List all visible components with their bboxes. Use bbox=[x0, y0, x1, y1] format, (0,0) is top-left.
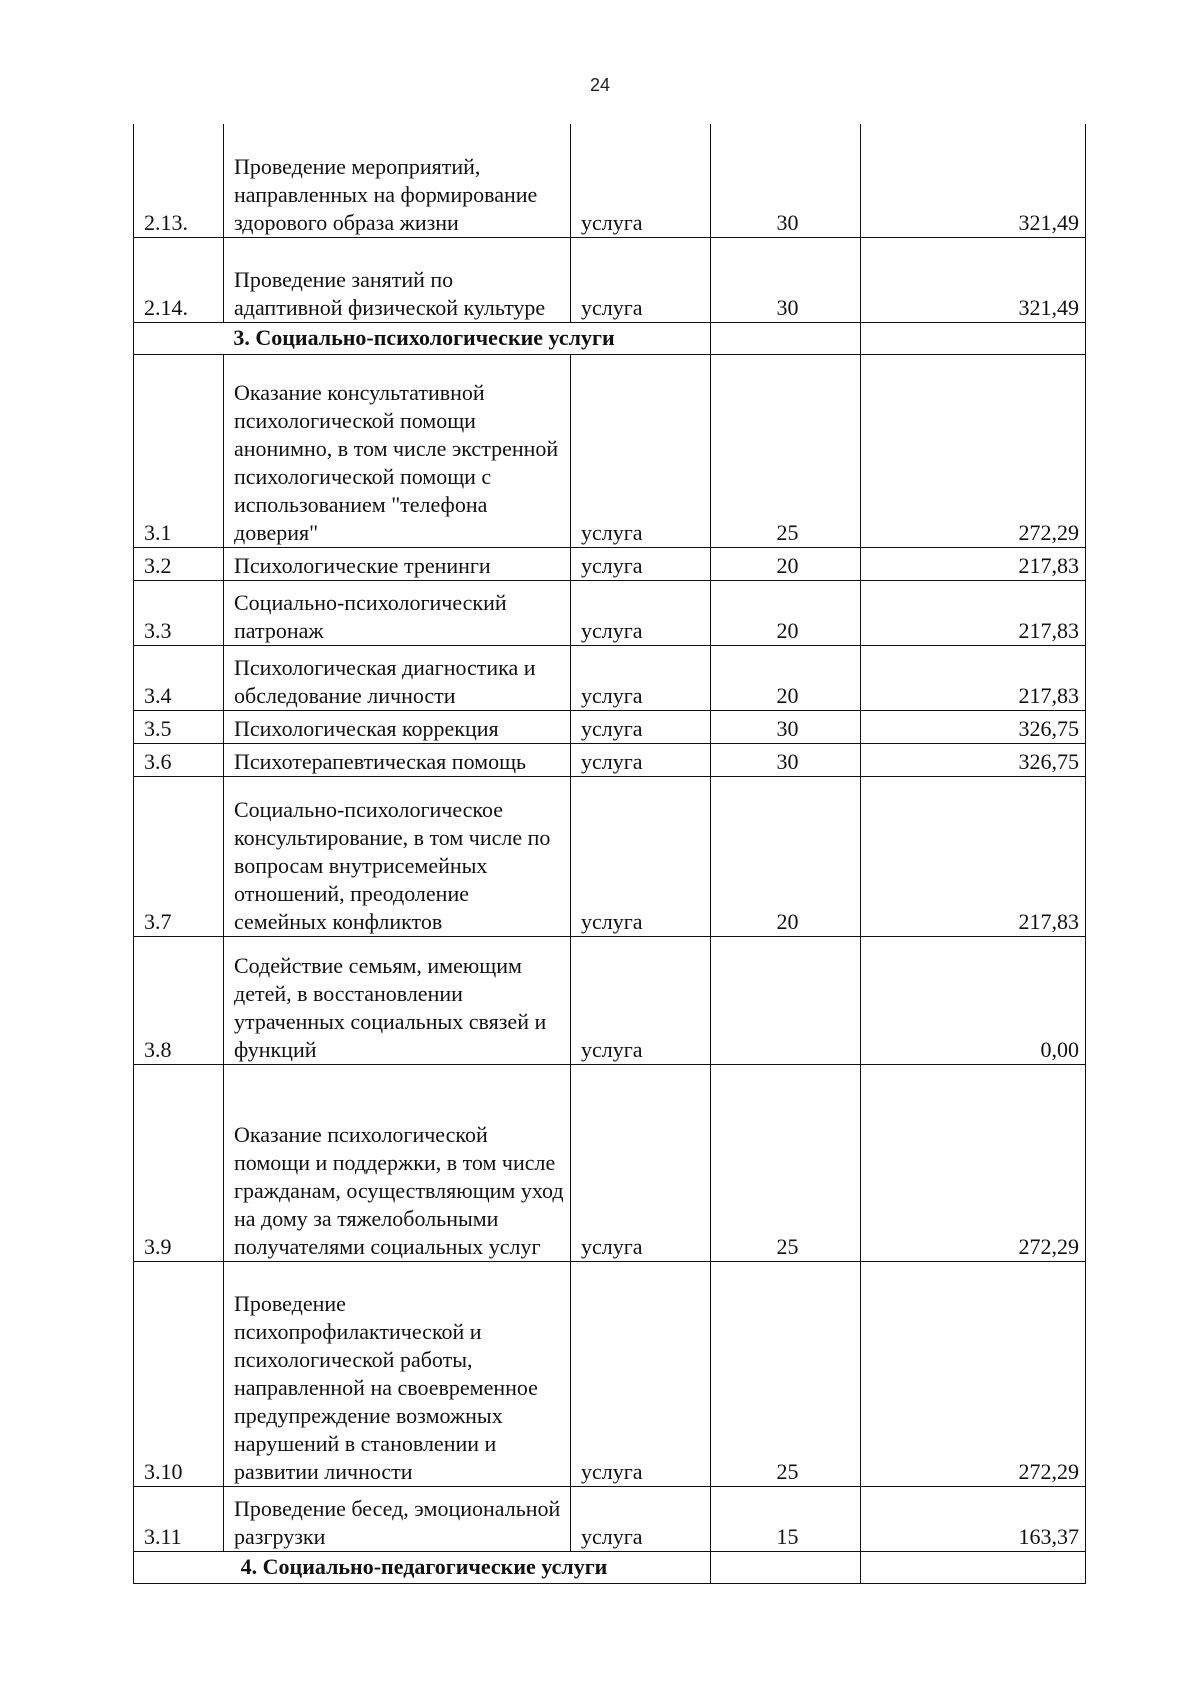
price: 217,83 bbox=[861, 645, 1086, 710]
service-name: Оказание консультативной психологической помощи анонимно, в том числе экстренной психологической помощи с использованием "телефона доверия" bbox=[224, 354, 571, 547]
row-number: 3.1 bbox=[134, 354, 224, 547]
service-name: Проведение психопрофилактической и психологической работы, направленной на своевременное предупреждение возможных нарушений в становлении и развитии личности bbox=[224, 1261, 571, 1486]
row-number: 3.2 bbox=[134, 547, 224, 580]
service-name: Психологические тренинги bbox=[224, 547, 571, 580]
section-row bbox=[134, 1551, 1086, 1583]
row-number: 3.9 bbox=[134, 1064, 224, 1261]
price: 326,75 bbox=[861, 710, 1086, 743]
table-row bbox=[134, 710, 1086, 743]
price: 326,75 bbox=[861, 743, 1086, 776]
unit-of-measure: услуга bbox=[571, 124, 711, 237]
price: 321,49 bbox=[861, 237, 1086, 322]
unit-of-measure: услуга bbox=[571, 1486, 711, 1551]
unit-of-measure: услуга bbox=[571, 776, 711, 936]
empty-cell bbox=[711, 322, 861, 354]
row-number: 3.7 bbox=[134, 776, 224, 936]
section-title: 4. Социально-педагогические услуги bbox=[134, 1551, 711, 1583]
row-number: 3.4 bbox=[134, 645, 224, 710]
service-name: Проведение бесед, эмоциональной разгрузки bbox=[224, 1486, 571, 1551]
quantity: 20 bbox=[711, 776, 861, 936]
price: 0,00 bbox=[861, 936, 1086, 1064]
table-row bbox=[134, 124, 1086, 237]
row-number: 2.14. bbox=[134, 237, 224, 322]
table-row bbox=[134, 1261, 1086, 1486]
row-number: 3.5 bbox=[134, 710, 224, 743]
price: 217,83 bbox=[861, 580, 1086, 645]
unit-of-measure: услуга bbox=[571, 547, 711, 580]
service-name: Проведение мероприятий, направленных на формирование здорового образа жизни bbox=[224, 124, 571, 237]
price: 217,83 bbox=[861, 547, 1086, 580]
quantity: 20 bbox=[711, 645, 861, 710]
quantity: 25 bbox=[711, 1064, 861, 1261]
empty-cell bbox=[711, 1551, 861, 1583]
table-row bbox=[134, 776, 1086, 936]
row-number: 3.11 bbox=[134, 1486, 224, 1551]
empty-cell bbox=[861, 322, 1086, 354]
service-name: Социально-психологическое консультирование, в том числе по вопросам внутрисемейных отношений, преодоление семейных конфликтов bbox=[224, 776, 571, 936]
services-table bbox=[133, 124, 1086, 1584]
price: 272,29 bbox=[861, 1064, 1086, 1261]
table-row bbox=[134, 1064, 1086, 1261]
unit-of-measure: услуга bbox=[571, 354, 711, 547]
service-name: Проведение занятий по адаптивной физической культуре bbox=[224, 237, 571, 322]
price: 217,83 bbox=[861, 776, 1086, 936]
table-row bbox=[134, 936, 1086, 1064]
row-number: 3.8 bbox=[134, 936, 224, 1064]
service-name: Психологическая диагностика и обследование личности bbox=[224, 645, 571, 710]
quantity: 20 bbox=[711, 547, 861, 580]
unit-of-measure: услуга bbox=[571, 936, 711, 1064]
table-row bbox=[134, 580, 1086, 645]
price: 321,49 bbox=[861, 124, 1086, 237]
section-row bbox=[134, 322, 1086, 354]
unit-of-measure: услуга bbox=[571, 580, 711, 645]
unit-of-measure: услуга bbox=[571, 1064, 711, 1261]
table-row bbox=[134, 645, 1086, 710]
price: 272,29 bbox=[861, 354, 1086, 547]
unit-of-measure: услуга bbox=[571, 1261, 711, 1486]
table-row bbox=[134, 1486, 1086, 1551]
quantity: 30 bbox=[711, 710, 861, 743]
section-title: 3. Социально-психологические услуги bbox=[134, 322, 711, 354]
service-name: Содействие семьям, имеющим детей, в восстановлении утраченных социальных связей и функций bbox=[224, 936, 571, 1064]
quantity bbox=[711, 936, 861, 1064]
empty-cell bbox=[861, 1551, 1086, 1583]
price: 272,29 bbox=[861, 1261, 1086, 1486]
row-number: 2.13. bbox=[134, 124, 224, 237]
quantity: 30 bbox=[711, 743, 861, 776]
row-number: 3.10 bbox=[134, 1261, 224, 1486]
quantity: 20 bbox=[711, 580, 861, 645]
price: 163,37 bbox=[861, 1486, 1086, 1551]
table-row bbox=[134, 547, 1086, 580]
service-name: Оказание психологической помощи и поддержки, в том числе гражданам, осуществляющим уход на дому за тяжелобольными получателями социальных услуг bbox=[224, 1064, 571, 1261]
quantity: 15 bbox=[711, 1486, 861, 1551]
quantity: 30 bbox=[711, 237, 861, 322]
page-number: 24 bbox=[589, 75, 611, 95]
quantity: 30 bbox=[711, 124, 861, 237]
table-row bbox=[134, 354, 1086, 547]
quantity: 25 bbox=[711, 1261, 861, 1486]
service-name: Психологическая коррекция bbox=[224, 710, 571, 743]
row-number: 3.3 bbox=[134, 580, 224, 645]
unit-of-measure: услуга bbox=[571, 743, 711, 776]
table-row bbox=[134, 743, 1086, 776]
row-number: 3.6 bbox=[134, 743, 224, 776]
unit-of-measure: услуга bbox=[571, 237, 711, 322]
service-name: Психотерапевтическая помощь bbox=[224, 743, 571, 776]
unit-of-measure: услуга bbox=[571, 645, 711, 710]
unit-of-measure: услуга bbox=[571, 710, 711, 743]
service-name: Социально-психологический патронаж bbox=[224, 580, 571, 645]
quantity: 25 bbox=[711, 354, 861, 547]
table-row bbox=[134, 237, 1086, 322]
